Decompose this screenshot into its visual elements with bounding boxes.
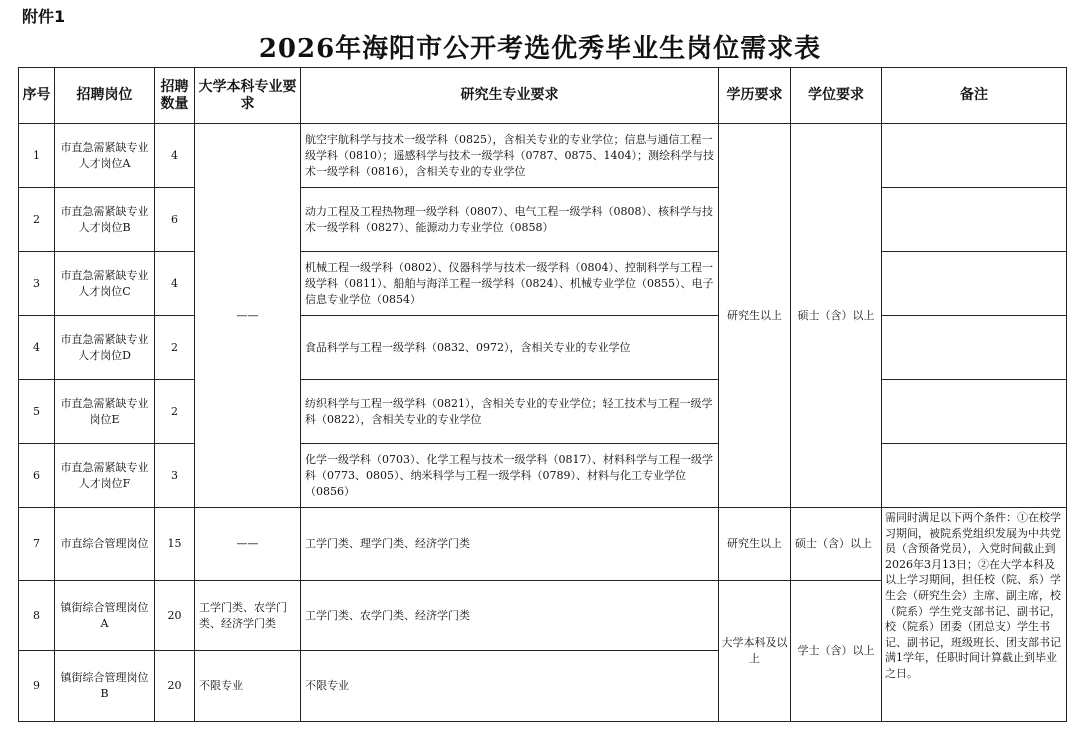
- cell-grad: 航空宇航科学与技术一级学科（0825），含相关专业的专业学位；信息与通信工程一级学科（0810）；遥感科学与技术一级学科（0787、0875、1404）；测绘科学与技术一级学科（0816），含相关专业的专业学位: [301, 124, 719, 188]
- cell-seq: 2: [19, 188, 55, 252]
- cell-grad: 食品科学与工程一级学科（0832、0972），含相关专业的专业学位: [301, 316, 719, 380]
- header-grad: 研究生专业要求: [301, 68, 719, 124]
- cell-note-empty: [882, 124, 1067, 188]
- cell-position: 市直综合管理岗位: [55, 508, 155, 581]
- cell-seq: 7: [19, 508, 55, 581]
- cell-position: 市直急需紧缺专业人才岗位B: [55, 188, 155, 252]
- cell-quota: 2: [155, 380, 195, 444]
- cell-note-empty: [882, 380, 1067, 444]
- cell-seq: 9: [19, 651, 55, 722]
- cell-note-empty: [882, 444, 1067, 508]
- cell-seq: 8: [19, 581, 55, 651]
- cell-undergrad: 不限专业: [195, 651, 301, 722]
- cell-quota: 6: [155, 188, 195, 252]
- cell-quota: 4: [155, 124, 195, 188]
- header-seq: 序号: [19, 68, 55, 124]
- page-title: 2026年海阳市公开考选优秀毕业生岗位需求表: [258, 34, 822, 64]
- cell-grad: 动力工程及工程热物理一级学科（0807）、电气工程一级学科（0808）、核科学与技术一级学科（0827）、能源动力专业学位（0858）: [301, 188, 719, 252]
- cell-note-empty: [882, 188, 1067, 252]
- cell-degree: 硕士（含）以上: [791, 508, 882, 581]
- table-row: [19, 444, 1067, 508]
- header-education: 学历要求: [719, 68, 791, 124]
- attachment-label: 附件1: [22, 7, 66, 26]
- position-table: [18, 67, 1067, 722]
- cell-position: 市直急需紧缺专业人才岗位D: [55, 316, 155, 380]
- cell-note-empty: [882, 316, 1067, 380]
- cell-quota: 20: [155, 651, 195, 722]
- cell-undergrad: ——: [195, 508, 301, 581]
- cell-position: 市直急需紧缺专业人才岗位F: [55, 444, 155, 508]
- cell-grad: 机械工程一级学科（0802）、仪器科学与技术一级学科（0804）、控制科学与工程一级学科（0811）、船舶与海洋工程一级学科（0824）、机械专业学位（0855）、电子信息专业学位（0854）: [301, 252, 719, 316]
- table-row: [19, 124, 1067, 188]
- header-undergrad: 大学本科专业要求: [195, 68, 301, 124]
- cell-undergrad: 工学门类、农学门类、经济学门类: [195, 581, 301, 651]
- cell-quota: 3: [155, 444, 195, 508]
- table-row: [19, 508, 1067, 581]
- cell-seq: 3: [19, 252, 55, 316]
- cell-seq: 6: [19, 444, 55, 508]
- cell-grad: 纺织科学与工程一级学科（0821），含相关专业的专业学位；轻工技术与工程一级学科（0822），含相关专业的专业学位: [301, 380, 719, 444]
- cell-quota: 2: [155, 316, 195, 380]
- cell-position: 镇街综合管理岗位A: [55, 581, 155, 651]
- cell-seq: 1: [19, 124, 55, 188]
- cell-grad: 化学一级学科（0703）、化学工程与技术一级学科（0817）、材料科学与工程一级学科（0773、0805）、纳米科学与工程一级学科（0789）、材料与化工专业学位（0856）: [301, 444, 719, 508]
- cell-education-group-b: 大学本科及以上: [719, 581, 791, 722]
- cell-undergrad-group-a: ——: [195, 124, 301, 508]
- cell-education: 研究生以上: [719, 508, 791, 581]
- cell-seq: 5: [19, 380, 55, 444]
- header-quota: 招聘数量: [155, 68, 195, 124]
- cell-grad: 工学门类、理学门类、经济学门类: [301, 508, 719, 581]
- cell-quota: 15: [155, 508, 195, 581]
- cell-education-group-a: 研究生以上: [719, 124, 791, 508]
- header-position: 招聘岗位: [55, 68, 155, 124]
- header-note: 备注: [882, 68, 1067, 124]
- cell-grad: 不限专业: [301, 651, 719, 722]
- header-degree: 学位要求: [791, 68, 882, 124]
- cell-quota: 20: [155, 581, 195, 651]
- cell-position: 市直急需紧缺专业人才岗位C: [55, 252, 155, 316]
- cell-grad: 工学门类、农学门类、经济学门类: [301, 581, 719, 651]
- table-row: [19, 316, 1067, 380]
- cell-quota: 4: [155, 252, 195, 316]
- table-header-row: [19, 68, 1067, 124]
- cell-note-conditions: 需同时满足以下两个条件：①在校学习期间，被院系党组织发展为中共党员（含预备党员），入党时间截止到2026年3月13日；②在大学本科及以上学习期间，担任校（院、系）学生会（研究生会）主席、副主席，校（院系）学生党支部书记、副书记，校（院系）团委（团总支）学生书记、副书记，班级班长、团支部书记满1学年，任职时间计算截止到毕业之日。: [882, 508, 1067, 722]
- cell-position: 市直急需紧缺专业人才岗位A: [55, 124, 155, 188]
- cell-degree-group-a: 硕士（含）以上: [791, 124, 882, 508]
- table-row: [19, 252, 1067, 316]
- cell-position: 市直急需紧缺专业岗位E: [55, 380, 155, 444]
- table-row: [19, 188, 1067, 252]
- cell-note-empty: [882, 252, 1067, 316]
- cell-position: 镇街综合管理岗位B: [55, 651, 155, 722]
- table-row: [19, 380, 1067, 444]
- cell-seq: 4: [19, 316, 55, 380]
- cell-degree-group-b: 学士（含）以上: [791, 581, 882, 722]
